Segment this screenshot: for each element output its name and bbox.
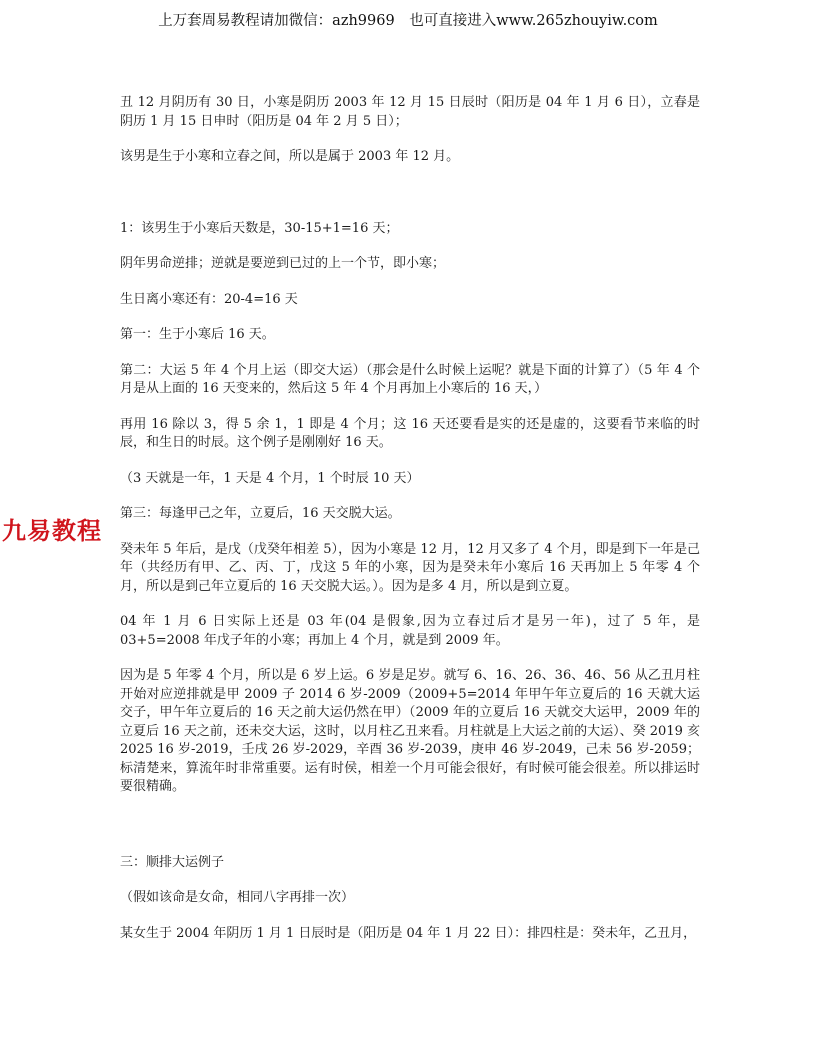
paragraph: 1：该男生于小寒后天数是，30-15+1=16 天；: [120, 220, 399, 236]
paragraph: 04 年 1 月 6 日实际上还是 03 年(04 是假象,因为立春过后才是另一年)，过了 5 年，是 03+5=2008 年戊子年的小寒；再加上 4 个月，就是到 2009 年。: [120, 614, 700, 648]
paragraph: 第二：大运 5 年 4 个月上运（即交大运）（那会是什么时候上运呢？就是下面的计算了）（5 年 4 个月是从上面的 16 天变来的，然后这 5 年 4 个月再加上小寒后的 16 天，）: [120, 362, 700, 396]
paragraph: 癸未年 5 年后，是戊（戊癸年相差 5），因为小寒是 12 月，12 月又多了 4 个月，即是到下一年是己年（共经历有甲、乙、丙、丁，戊这 5 年的小寒，因为是癸未年小寒后 16 天再加上 5 年零 4 个月，所以是到己年立夏后的 16 天交脱大运。）。因为是多 4 月，所以是到立夏。: [120, 541, 700, 594]
section-heading: 三：顺排大运例子: [120, 854, 225, 870]
paragraph: 因为是 5 年零 4 个月，所以是 6 岁上运。6 岁是足岁。就写 6、16、26、36、46、56 从乙丑月柱开始对应逆排就是甲 2009 子 2014 6 岁-2009（2009+5=2014 年甲午年立夏后的 16 天就大运交子，甲午年立夏后的 16 天之前大运仍然在甲）（2009 年的立夏后 16 天就交大运甲，2009 年的立夏后 16 天之前，还未交大运，这时，以月柱乙丑来看。月柱就是上大运之前的大运）、癸 2019 亥 2025 16 岁-2019，壬戌 26 岁-2029，辛酉 36 岁-2039，庚申 46 岁-2049，己未 56 岁-2059；标清楚来，算流年时非常重要。运有时侯，相差一个月可能会很好，有时候可能会很差。所以排运时要很精确。: [120, 668, 700, 794]
watermark-logo: 九易教程: [2, 517, 102, 545]
paragraph: 第一：生于小寒后 16 天。: [120, 327, 275, 342]
paragraph: （假如该命是女命，相同八字再排一次）: [120, 890, 355, 905]
paragraph: 阴年男命逆排；逆就是要逆到已过的上一个节，即小寒；: [120, 256, 446, 271]
paragraph: （3 天就是一年，1 天是 4 个月，1 个时辰 10 天）: [120, 470, 420, 486]
paragraph: 生日离小寒还有：20-4=16 天: [120, 291, 298, 307]
paragraph: 再用 16 除以 3，得 5 余 1，1 即是 4 个月；这 16 天还要看是实的还是虚的，这要看节来临的时辰，和生日的时辰。这个例子是刚刚好 16 天。: [120, 416, 700, 450]
paragraph: 丑 12 月阴历有 30 日，小寒是阴历 2003 年 12 月 15 日辰时（阳历是 04 年 1 月 6 日），立春是阴历 1 月 15 日申时（阳历是 04 年 2 月 5 日）；: [120, 95, 700, 129]
paragraph: 该男是生于小寒和立春之间，所以是属于 2003 年 12 月。: [120, 149, 460, 164]
page-header: 上万套周易教程请加微信：azh9969 也可直接进入www.265zhouyiw.com: [158, 13, 658, 29]
paragraph: 第三：每逢甲己之年，立夏后，16 天交脱大运。: [120, 506, 401, 521]
paragraph: 某女生于 2004 年阴历 1 月 1 日辰时是（阳历是 04 年 1 月 22 日）：排四柱是：癸未年，乙丑月，: [120, 925, 697, 941]
document-body: [120, 94, 700, 960]
